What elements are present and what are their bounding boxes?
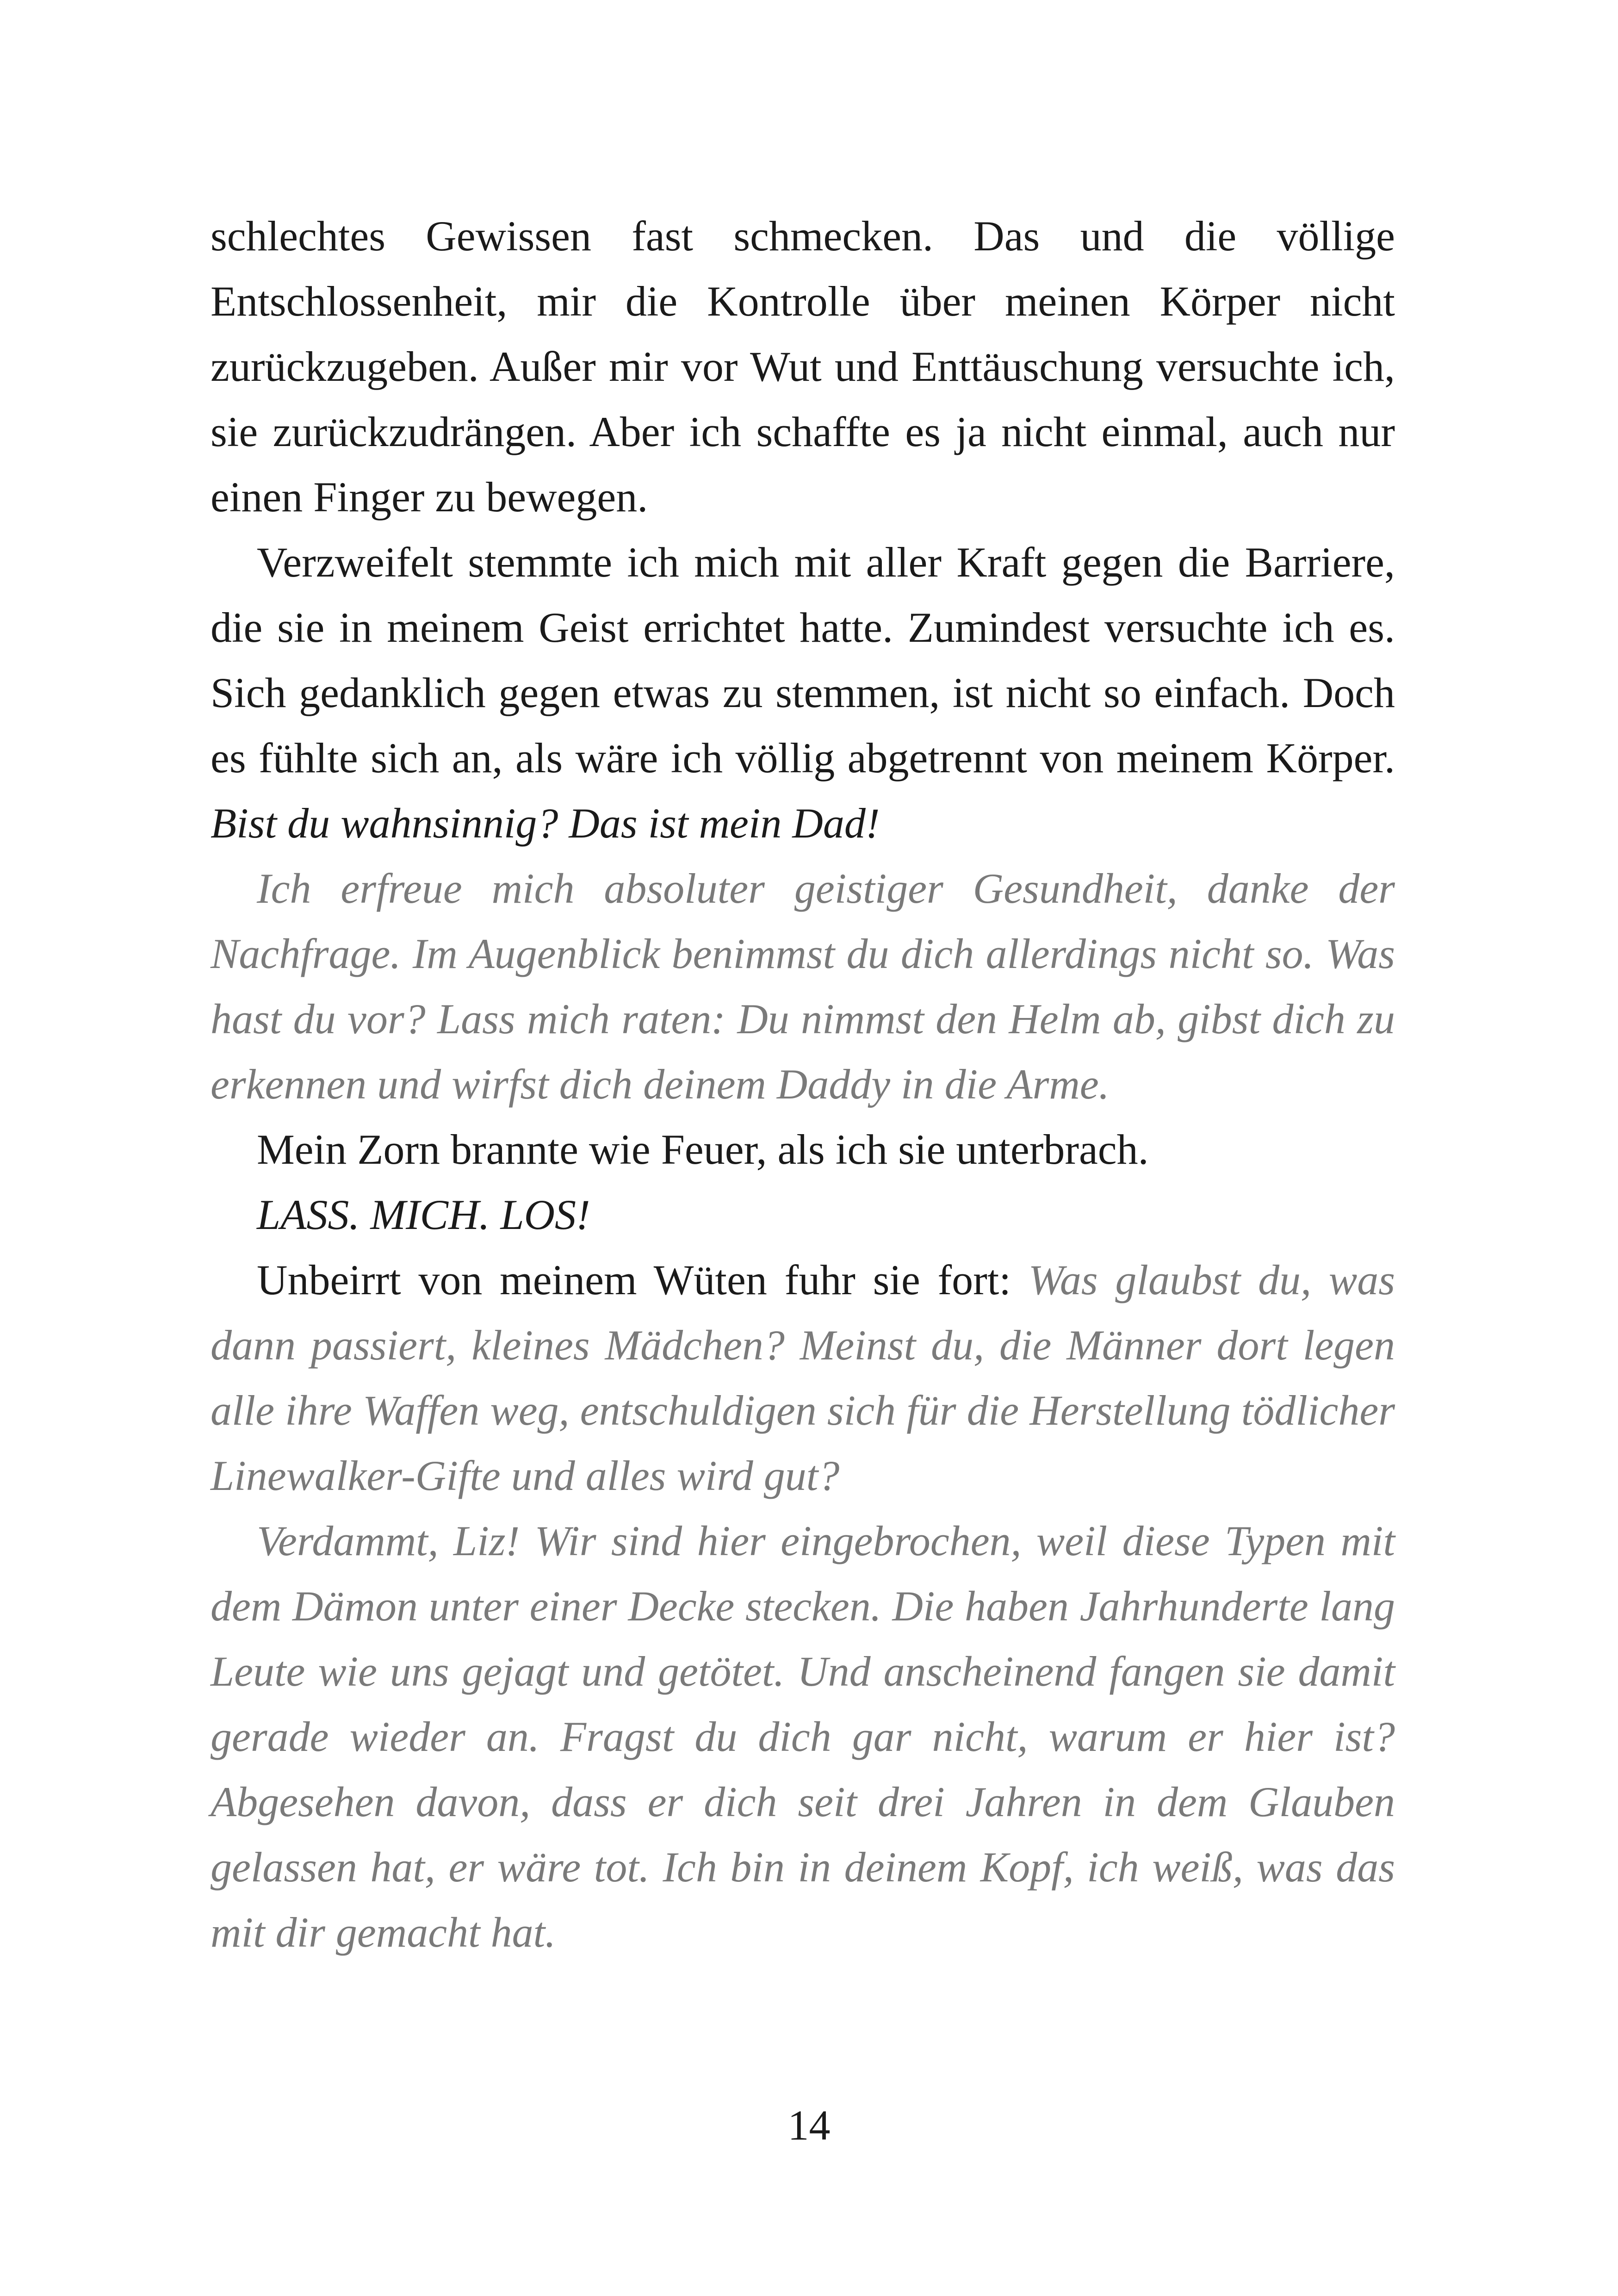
paragraph-2-text: Verzweifelt stemmte ich mich mit aller Kraft gegen die Barriere, die sie in meinem Geist errichtet hatte. Zumindest versuchte ich es. Sich gedanklich gegen etwas zu stemmen, ist nicht so einfach. Doch es fühlte sich an, als wäre ich völlig abgetrennt von meinem Körper. — [211, 539, 1395, 782]
paragraph-6-inner-voice: Was glaubst du, was dann passiert, kleines Mädchen? Meinst du, die Männer dort legen alle ihre Waffen weg, entschuldigen sich für die Herstellung tödlicher Linewalker-Gifte und alles wird gut? — [211, 1256, 1395, 1499]
paragraph-2 — [211, 530, 1395, 856]
paragraph-5-text: LASS. MICH. LOS! — [257, 1191, 590, 1238]
page-number: 14 — [787, 2102, 831, 2149]
paragraph-7-inner-voice — [211, 1508, 1395, 1965]
paragraph-1-text: schlechtes Gewissen fast schmecken. Das und die völlige Entschlossenheit, mir die Kontrolle über meinen Körper nicht zurückzugeben. Außer mir vor Wut und Enttäuschung versuchte ich, sie zurückzudrängen. Aber ich schaffte es ja nicht einmal, auch nur einen Finger zu bewegen. — [211, 212, 1395, 521]
paragraph-5-italic — [211, 1182, 1395, 1247]
paragraph-3-text: Ich erfreue mich absoluter geistiger Gesundheit, danke der Nachfrage. Im Augenblick benimmst du dich allerdings nicht so. Was hast du vor? Lass mich raten: Du nimmst den Helm ab, gibst dich zu erkennen und wirfst dich deinem Daddy in die Arme. — [211, 865, 1395, 1108]
body-text — [211, 204, 1395, 1965]
paragraph-4 — [211, 1117, 1395, 1182]
paragraph-4-text: Mein Zorn brannte wie Feuer, als ich sie unterbrach. — [257, 1126, 1149, 1173]
paragraph-6 — [211, 1247, 1395, 1508]
paragraph-2-italic: Bist du wahnsinnig? Das ist mein Dad! — [211, 800, 880, 847]
paragraph-6-text: Unbeirrt von meinem Wüten fuhr sie fort: — [257, 1256, 1029, 1303]
paragraph-7-text: Verdammt, Liz! Wir sind hier eingebrochen, weil diese Typen mit dem Dämon unter einer Decke stecken. Die haben Jahrhunderte lang Leute wie uns gejagt und getötet. Und anscheinend fangen sie damit gerade wieder an. Fragst du dich gar nicht, warum er hier ist? Abgesehen davon, dass er dich seit drei Jahren in dem Glauben gelassen hat, er wäre tot. Ich bin in deinem Kopf, ich weiß, was das mit dir gemacht hat. — [211, 1517, 1395, 1956]
paragraph-1 — [211, 204, 1395, 530]
paragraph-3-inner-voice — [211, 856, 1395, 1117]
